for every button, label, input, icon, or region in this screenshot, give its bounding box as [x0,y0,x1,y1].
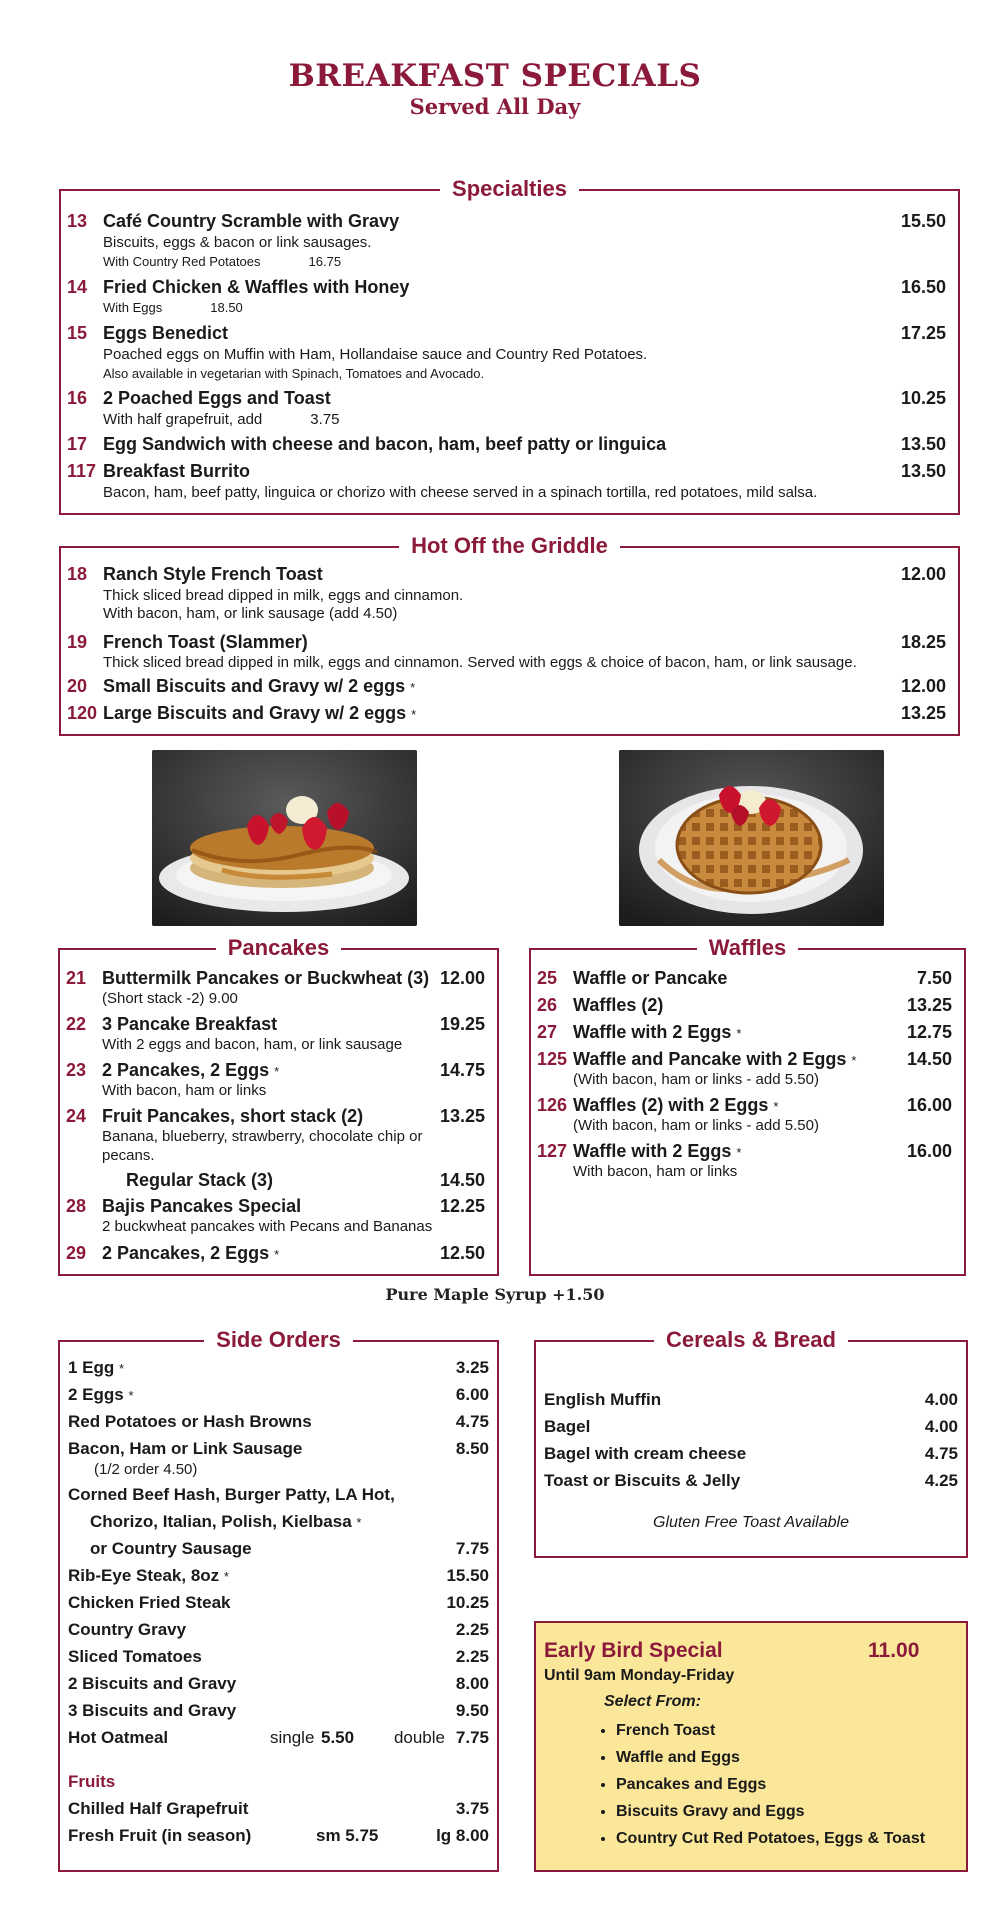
waffles-section: Waffles 25 Waffle or Pancake 7.50 26 Waffles (2) 13.25 27 Waffle with 2 Eggs * 12.75 125 Waffle and Pancake with 2 Eggs * 14.50 (With bacon, ham or links - add 5.50) 126 Waffles (2) with 2 Eggs * 16.00 (With bacon, ham or links - add 5.50) 127 Waffle with 2 Eggs * 16.00 With bacon, ham or links [529,948,966,1276]
side-item: 2 Biscuits and Gravy 8.00 [68,1674,489,1693]
early-bird-option: • Biscuits Gravy and Eggs [616,1798,925,1825]
side-item: Chicken Fried Steak 10.25 [68,1593,489,1612]
side-item: 3 Biscuits and Gravy 9.50 [68,1701,489,1720]
gluten-free-note: Gluten Free Toast Available [653,1514,849,1531]
side-item: Red Potatoes or Hash Browns 4.75 [68,1412,489,1431]
fruits-heading: Fruits [68,1772,116,1791]
side-item: Sliced Tomatoes 2.25 [68,1647,489,1666]
early-bird-select-label: Select From: [604,1693,701,1710]
side-item: Chilled Half Grapefruit 3.75 [68,1799,489,1818]
early-bird-option: • Pancakes and Eggs [616,1771,925,1798]
side-item: Corned Beef Hash, Burger Patty, LA Hot, [68,1485,395,1504]
pancakes-heading: Pancakes [216,935,342,960]
oatmeal-item: Hot Oatmeal single 5.50 double 7.75 [68,1728,489,1747]
early-bird-price: 11.00 [868,1639,920,1662]
early-bird-option: • French Toast [616,1717,925,1744]
cereals-section [534,1327,968,1558]
bread-item: Bagel with cream cheese 4.75 [544,1444,958,1463]
side-item: Fresh Fruit (in season) sm 5.75 lg 8.00 [68,1826,489,1845]
early-bird-title: Early Bird Special [544,1639,723,1662]
griddle-section: Hot Off the Griddle 18 Ranch Style French Toast 12.00 Thick sliced bread dipped in milk, eggs and cinnamon. With bacon, ham, or link sausage (add 4.50) 19 French Toast (Slammer) 18.25 Thick sliced bread dipped in milk, eggs and cinnamon. Served with eggs & choice of bacon, ham, or link sausage. 20 Small Biscuits and Gravy w/ 2 eggs * 12.00 120 Large Biscuits and Gravy w/ 2 eggs * 13.25 [59,546,960,736]
side-item: 1 Egg * 3.25 [68,1358,489,1377]
maple-syrup-note: Pure Maple Syrup +1.50 [385,1285,605,1304]
waffle-photo [619,750,884,926]
side-item: Rib-Eye Steak, 8oz * 15.50 [68,1566,489,1585]
cereals-heading: Cereals & Bread [654,1327,848,1352]
griddle-heading: Hot Off the Griddle [399,533,620,558]
pancakes-section: Pancakes 21 Buttermilk Pancakes or Buckwheat (3) 12.00 (Short stack -2) 9.00 22 3 Pancake Breakfast 19.25 With 2 eggs and bacon, ham, or link sausage 23 2 Pancakes, 2 Eggs * 14.75 With bacon, ham or links 24 Fruit Pancakes, short stack (2) 13.25 Banana, blueberry, strawberry, chocolate chip or pecans. Regular Stack (3) 14.50 28 Bajis Pancakes Special 12.25 2 buckwheat pancakes with Pecans and Bananas 29 2 Pancakes, 2 Eggs * 12.50 [58,948,499,1276]
early-bird-option: • Country Cut Red Potatoes, Eggs & Toast [616,1825,925,1852]
early-bird-option: • Waffle and Eggs [616,1744,925,1771]
bread-item: Bagel 4.00 [544,1417,958,1436]
bread-item: Toast or Biscuits & Jelly 4.25 [544,1471,958,1490]
side-item: or Country Sausage 7.75 [90,1539,489,1558]
side-item: 2 Eggs * 6.00 [68,1385,489,1404]
side-item-note: (1/2 order 4.50) [94,1461,198,1478]
side-item: Country Gravy 2.25 [68,1620,489,1639]
specialties-heading: Specialties [440,176,579,201]
waffles-heading: Waffles [697,935,798,960]
side-item: Chorizo, Italian, Polish, Kielbasa * [90,1512,362,1531]
pancakes-illustration [152,750,417,926]
side-item: Bacon, Ham or Link Sausage 8.50 [68,1439,489,1458]
side-orders-section [58,1327,499,1872]
specialties-section: Specialties 13 Café Country Scramble with Gravy 15.50 Biscuits, eggs & bacon or link sausages. With Country Red Potatoes 16.75 14 Fried Chicken & Waffles with Honey 16.50 With Eggs 18.50 15 Eggs Benedict 17.25 Poached eggs on Muffin with Ham, Hollandaise sauce and Country Red Potatoes. Also available in vegetarian with Spinach, Tomatoes and Avocado. 16 2 Poached Eggs and Toast 10.25 With half grapefruit, add 3.75 17 Egg Sandwich with cheese and bacon, ham, beef patty or linguica 13.50 117 Breakfast Burrito 13.50 Bacon, ham, beef patty, linguica or chorizo with cheese served in a spinach tortilla, red potatoes, mild salsa. [59,189,960,515]
menu-subtitle: Served All Day [409,94,581,119]
side-orders-heading: Side Orders [204,1327,353,1352]
early-bird-subtitle: Until 9am Monday-Friday [544,1667,735,1684]
early-bird-section [534,1621,968,1872]
waffle-illustration [619,750,884,926]
menu-title: BREAKFAST SPECIALS [288,58,702,94]
bread-item: English Muffin 4.00 [544,1390,958,1409]
early-bird-options [594,1717,925,1852]
pancakes-photo [152,750,417,926]
